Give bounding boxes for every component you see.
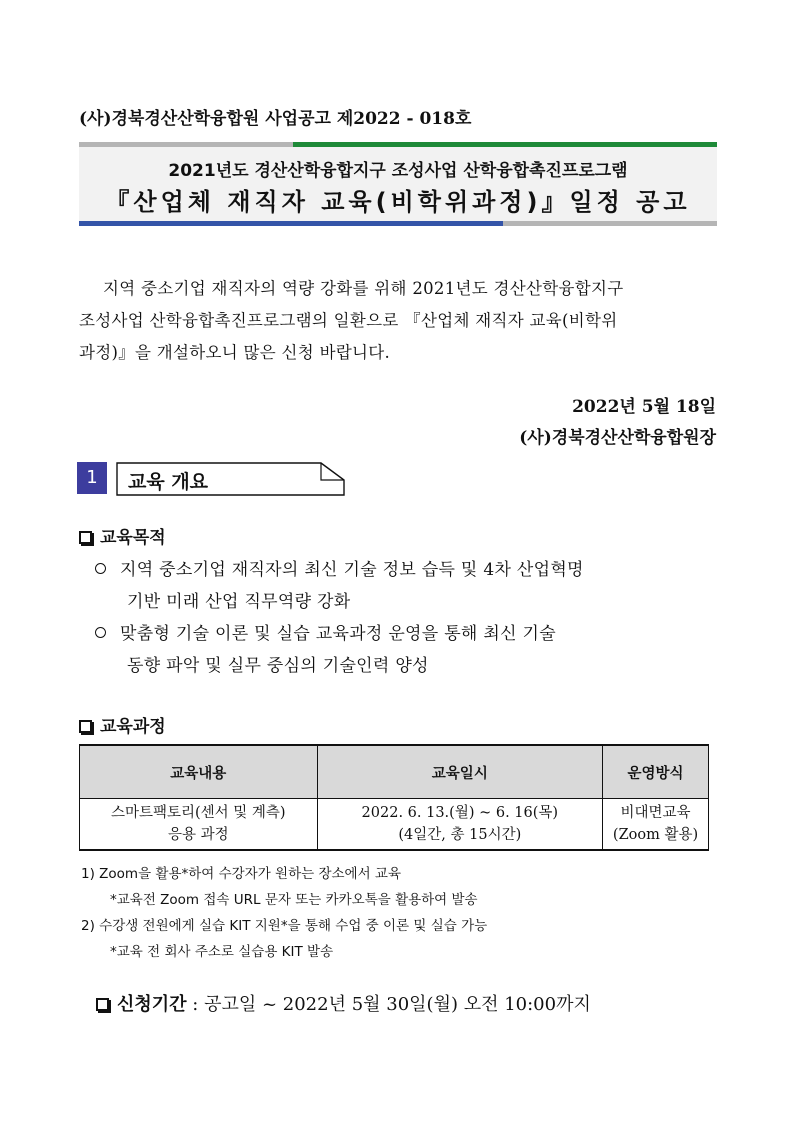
cell-method [603, 799, 709, 851]
header-schedule: 교육일시 [317, 745, 603, 799]
banner-bar-top-gray [79, 142, 293, 147]
intro-line-2: 조성사업 산학융합촉진프로그램의 일환으로 『산업체 재직자 교육(비학위 [79, 311, 618, 330]
course-heading [79, 712, 166, 737]
section-title: 교육 개요 [128, 471, 209, 493]
course-table [79, 744, 709, 851]
purpose-heading [79, 523, 166, 548]
purpose-bullet-2-line1: 맞춤형 기술 이론 및 실습 교육과정 운영을 통해 최신 기술 [120, 624, 556, 644]
cell-schedule-line1: 2022. 6. 13.(월) ~ 6. 16(목) [361, 805, 559, 821]
note-1-sub: *교육전 Zoom 접속 URL 문자 또는 카카오톡을 활용하여 발송 [110, 892, 478, 908]
section-number-badge: 1 [77, 462, 107, 494]
table-row [80, 799, 709, 851]
purpose-bullet-1 [95, 555, 584, 580]
table-header-row [80, 745, 709, 799]
circle-bullet-icon [95, 563, 106, 574]
notice-org: (사)경북경산산학융합원장 [519, 428, 716, 448]
cell-method-line1: 비대면교육 [620, 805, 691, 821]
checkbox-icon [79, 531, 92, 544]
purpose-bullet-2 [95, 619, 556, 644]
purpose-bullet-2-line2: 동향 파악 및 실무 중심의 기술인력 양성 [127, 656, 429, 676]
notice-number: (사)경북경산산학융합원 사업공고 제2022 - 018호 [79, 109, 472, 129]
header-method: 운영방식 [603, 745, 709, 799]
note-2: 2) 수강생 전원에게 실습 KIT 지원*을 통해 수업 중 이론 및 실습 가능 [81, 918, 488, 934]
banner-bar-top-green [293, 142, 717, 147]
cell-content [80, 799, 318, 851]
cell-content-line2: 응용 과정 [167, 827, 229, 843]
checkbox-icon [96, 998, 109, 1011]
course-heading-text: 교육과정 [100, 717, 166, 737]
cell-schedule [317, 799, 603, 851]
apply-period [96, 990, 591, 1016]
purpose-bullet-1-line1: 지역 중소기업 재직자의 최신 기술 정보 습득 및 4차 산업혁명 [120, 560, 584, 580]
intro-line-3: 과정)』을 개설하오니 많은 신청 바랍니다. [79, 343, 391, 362]
apply-label: 신청기간 [117, 994, 187, 1015]
note-2-sub: *교육 전 회사 주소로 실습용 KIT 발송 [110, 944, 334, 960]
title-line1: 2021년도 경산산학융합지구 조성사업 산학융합촉진프로그램 [168, 161, 628, 181]
purpose-bullet-1-line2: 기반 미래 산업 직무역량 강화 [127, 592, 351, 612]
title-banner [79, 142, 717, 226]
cell-content-line1: 스마트팩토리(센서 및 계측) [110, 805, 286, 821]
purpose-heading-text: 교육목적 [100, 528, 166, 548]
title-line2: 『산업체 재직자 교육(비학위과정)』일정 공고 [105, 188, 691, 216]
circle-bullet-icon [95, 627, 106, 638]
banner-bar-bottom-blue [79, 221, 503, 226]
intro-line-1: 지역 중소기업 재직자의 역량 강화를 위해 2021년도 경산산학융합지구 [103, 279, 624, 298]
checkbox-icon [79, 720, 92, 733]
note-1: 1) Zoom을 활용*하여 수강자가 원하는 장소에서 교육 [81, 866, 402, 882]
banner-bar-bottom-gray [503, 221, 717, 226]
notice-date: 2022년 5월 18일 [572, 397, 716, 417]
cell-method-line2: (Zoom 활용) [612, 827, 699, 843]
cell-schedule-line2: (4일간, 총 15시간) [398, 827, 522, 843]
apply-value: : 공고일 ~ 2022년 5월 30일(월) 오전 10:00까지 [192, 994, 591, 1015]
header-content: 교육내용 [80, 745, 318, 799]
